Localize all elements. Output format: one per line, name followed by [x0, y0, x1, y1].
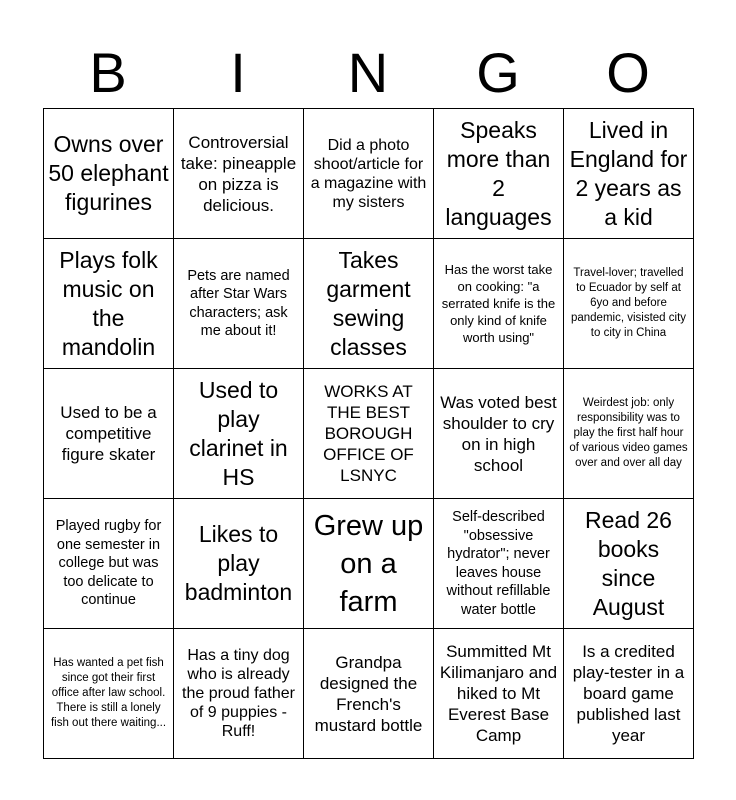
bingo-cell[interactable]: Was voted best shoulder to cry on in high school — [434, 369, 564, 499]
bingo-header — [43, 38, 693, 108]
bingo-cell[interactable]: Read 26 books since August — [564, 499, 694, 629]
bingo-cell[interactable]: Travel-lover; travelled to Ecuador by self at 6yo and before pandemic, visisted city to city in China — [564, 239, 694, 369]
header-letter-o: O — [606, 41, 650, 104]
bingo-cell[interactable]: Played rugby for one semester in college but was too delicate to continue — [44, 499, 174, 629]
bingo-cell[interactable]: Controversial take: pineapple on pizza is delicious. — [174, 109, 304, 239]
bingo-cell[interactable]: Has wanted a pet fish since got their first office after law school. There is still a lonely fish out there waiting... — [44, 629, 174, 759]
bingo-row — [44, 109, 694, 239]
bingo-cell[interactable]: Weirdest job: only responsibility was to play the first half hour of various video games over and over all day — [564, 369, 694, 499]
bingo-cell[interactable]: Has a tiny dog who is already the proud father of 9 puppies - Ruff! — [174, 629, 304, 759]
bingo-cell[interactable]: Pets are named after Star Wars characters; ask me about it! — [174, 239, 304, 369]
header-letter-i: I — [230, 41, 246, 104]
bingo-cell[interactable]: Did a photo shoot/article for a magazine with my sisters — [304, 109, 434, 239]
bingo-cell[interactable]: WORKS AT THE BEST BOROUGH OFFICE OF LSNYC — [304, 369, 434, 499]
bingo-row — [44, 629, 694, 759]
header-letter-n: N — [347, 41, 389, 104]
header-letter-g: G — [476, 41, 520, 104]
bingo-grid — [43, 108, 694, 759]
bingo-cell[interactable]: Self-described "obsessive hydrator"; never leaves house without refillable water bottle — [434, 499, 564, 629]
bingo-cell[interactable]: Takes garment sewing classes — [304, 239, 434, 369]
bingo-cell[interactable]: Used to be a competitive figure skater — [44, 369, 174, 499]
bingo-cell[interactable]: Plays folk music on the mandolin — [44, 239, 174, 369]
bingo-cell[interactable]: Has the worst take on cooking: "a serrated knife is the only kind of knife worth using" — [434, 239, 564, 369]
bingo-row — [44, 499, 694, 629]
bingo-row — [44, 369, 694, 499]
bingo-cell[interactable]: Speaks more than 2 languages — [434, 109, 564, 239]
bingo-cell[interactable]: Grew up on a farm — [304, 499, 434, 629]
bingo-cell[interactable]: Is a credited play-tester in a board game published last year — [564, 629, 694, 759]
bingo-cell[interactable]: Owns over 50 elephant figurines — [44, 109, 174, 239]
header-letter-b: B — [89, 41, 127, 104]
bingo-cell[interactable]: Grandpa designed the French's mustard bottle — [304, 629, 434, 759]
bingo-cell[interactable]: Used to play clarinet in HS — [174, 369, 304, 499]
bingo-cell[interactable]: Lived in England for 2 years as a kid — [564, 109, 694, 239]
bingo-cell[interactable]: Summitted Mt Kilimanjaro and hiked to Mt Everest Base Camp — [434, 629, 564, 759]
bingo-row — [44, 239, 694, 369]
bingo-cell[interactable]: Likes to play badminton — [174, 499, 304, 629]
